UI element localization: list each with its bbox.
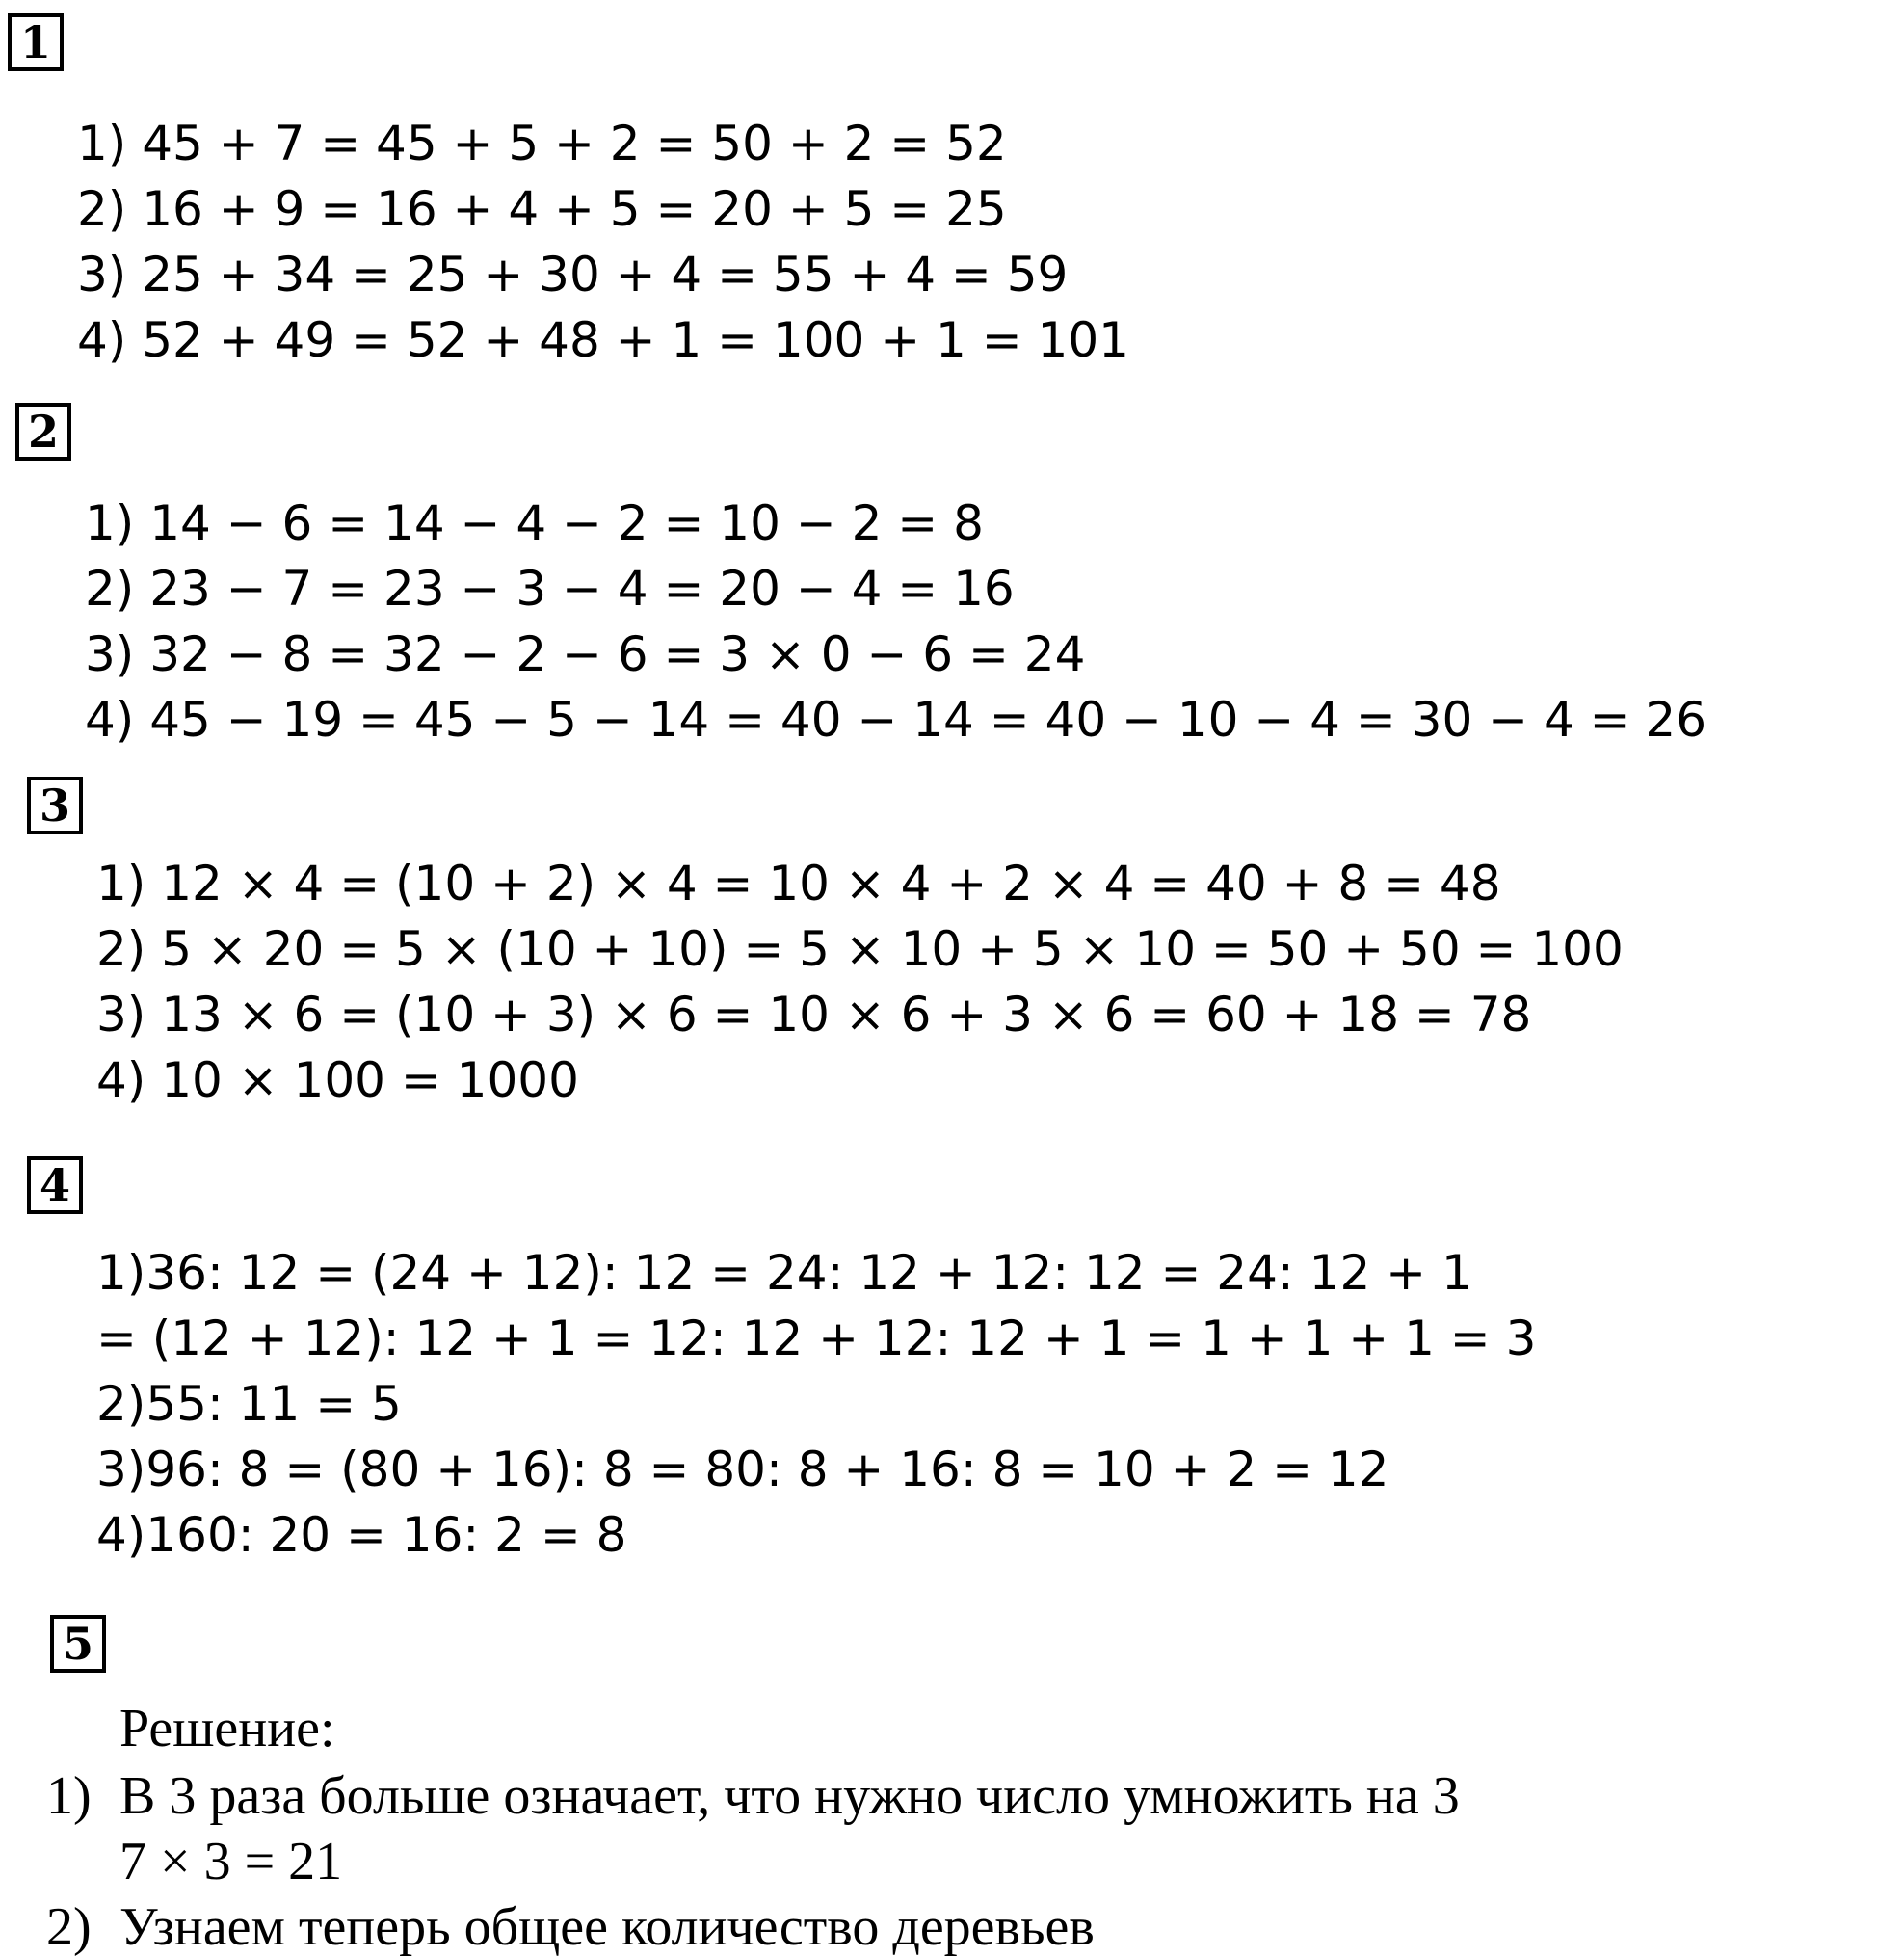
solution-label: Решение: (119, 1699, 335, 1759)
equation-line: 1) 45 + 7 = 45 + 5 + 2 = 50 + 2 = 52 (77, 116, 1007, 172)
task-number-box: 2 (15, 403, 71, 461)
equation-line: 1) 12 × 4 = (10 + 2) × 4 = 10 × 4 + 2 × 4 = 40 + 8 = 48 (96, 856, 1501, 912)
step-text: 7 × 3 = 21 (119, 1832, 343, 1891)
task-number-box: 3 (27, 777, 83, 834)
equation-line: 4) 52 + 49 = 52 + 48 + 1 = 100 + 1 = 101 (77, 312, 1129, 368)
equation-line: 3) 13 × 6 = (10 + 3) × 6 = 10 × 6 + 3 × 6 = 60 + 18 = 78 (96, 987, 1532, 1043)
equation-line: 2) 16 + 9 = 16 + 4 + 5 = 20 + 5 = 25 (77, 181, 1007, 237)
step-number: 2) (46, 1897, 92, 1957)
task-number-box: 1 (8, 13, 64, 71)
equation-line: 3) 32 − 8 = 32 − 2 − 6 = 3 × 0 − 6 = 24 (85, 626, 1086, 682)
task-number-box: 5 (50, 1615, 106, 1673)
equation-line: 2) 23 − 7 = 23 − 3 − 4 = 20 − 4 = 16 (85, 561, 1015, 617)
step-text: В 3 раза больше означает, что нужно число умножить на 3 (119, 1766, 1460, 1826)
task-number-box: 4 (27, 1156, 83, 1214)
equation-line: 3) 25 + 34 = 25 + 30 + 4 = 55 + 4 = 59 (77, 247, 1069, 303)
equation-line: 2) 5 × 20 = 5 × (10 + 10) = 5 × 10 + 5 × 10 = 50 + 50 = 100 (96, 921, 1624, 977)
equation-line: 1)36: 12 = (24 + 12): 12 = 24: 12 + 12: 12 = 24: 12 + 1 (96, 1245, 1472, 1301)
step-number: 1) (46, 1766, 92, 1826)
step-text: Узнаем теперь общее количество деревьев (119, 1897, 1095, 1957)
equation-line: 4) 45 − 19 = 45 − 5 − 14 = 40 − 14 = 40 − 10 − 4 = 30 − 4 = 26 (85, 692, 1707, 748)
equation-line: = (12 + 12): 12 + 1 = 12: 12 + 12: 12 + 1 = 1 + 1 + 1 = 3 (96, 1310, 1537, 1366)
equation-line: 4)160: 20 = 16: 2 = 8 (96, 1507, 627, 1563)
equation-line: 1) 14 − 6 = 14 − 4 − 2 = 10 − 2 = 8 (85, 495, 984, 551)
equation-line: 2)55: 11 = 5 (96, 1376, 402, 1432)
equation-line: 3)96: 8 = (80 + 16): 8 = 80: 8 + 16: 8 = 10 + 2 = 12 (96, 1441, 1389, 1497)
equation-line: 4) 10 × 100 = 1000 (96, 1052, 579, 1108)
